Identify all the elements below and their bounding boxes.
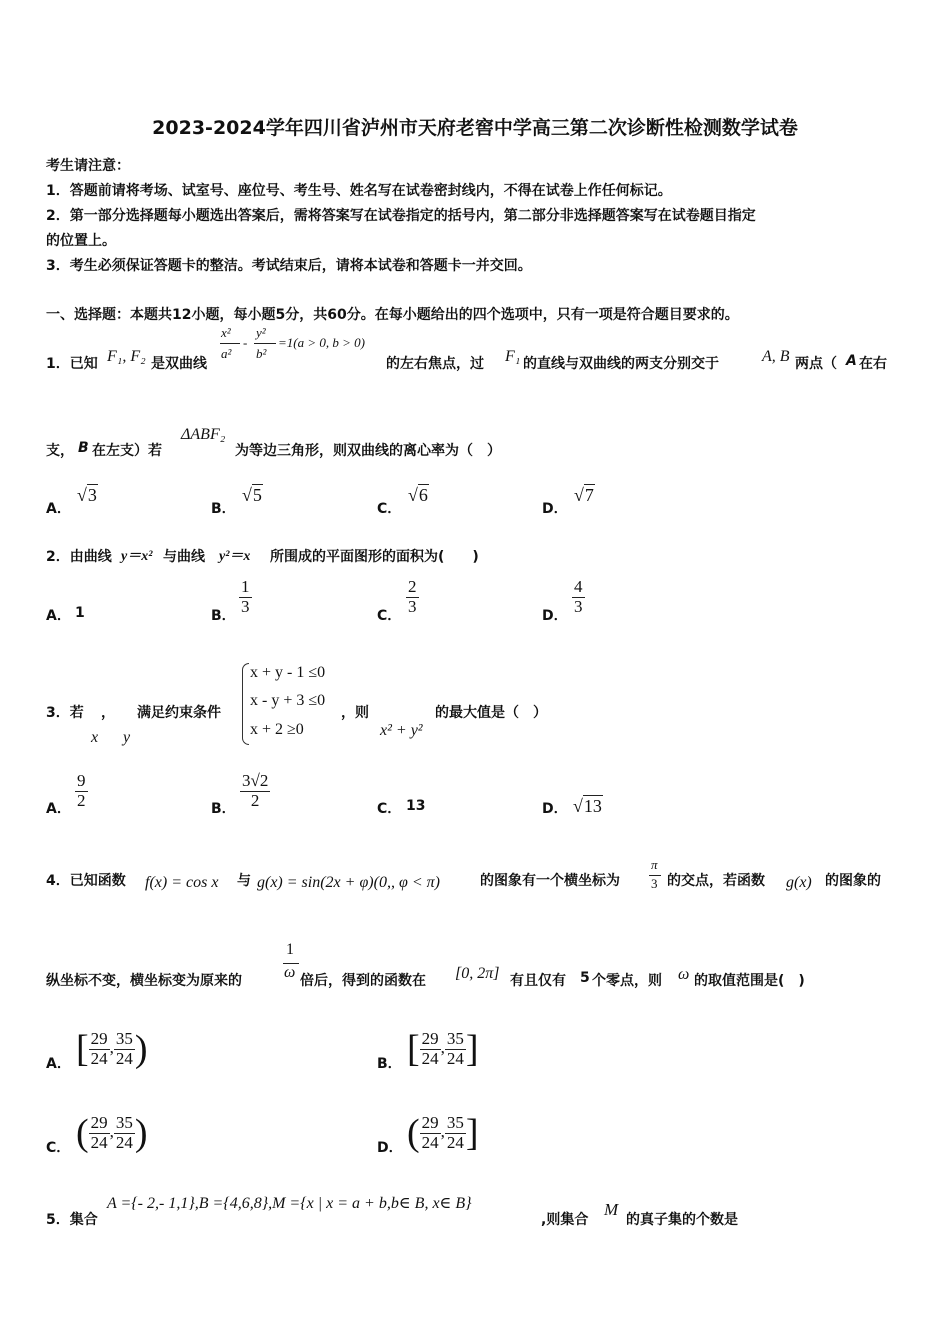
- q1-eq-rest: =1(a > 0, b > 0): [278, 335, 365, 350]
- q1-text: 1．已知: [46, 356, 98, 372]
- q3-var-y: y: [123, 729, 131, 746]
- q4-option-b-label[interactable]: B．: [377, 1056, 402, 1072]
- q5-text: ,则集合: [541, 1212, 589, 1228]
- q4-option-a-value[interactable]: [ $\frac{29}{24}$ , $\frac{35}{24}$ ): [76, 1028, 148, 1070]
- q3-option-a-label[interactable]: A．: [46, 801, 71, 817]
- q4-function-g: g(x) = sin(2x + φ)(0,, φ < π): [257, 874, 440, 891]
- q2-option-c-label[interactable]: C．: [377, 608, 402, 624]
- q4-option-a-label[interactable]: A．: [46, 1056, 71, 1072]
- q1-eq-b2: b²: [256, 346, 267, 361]
- q3-option-c-label[interactable]: C．: [377, 801, 402, 817]
- q1-option-c-label[interactable]: C．: [377, 501, 402, 517]
- q2-curve1: y＝x²: [121, 549, 153, 564]
- q2-option-b-label[interactable]: B．: [211, 608, 236, 624]
- q3-option-d-value[interactable]: √13: [573, 796, 602, 816]
- q1-eq-y2: y²: [256, 325, 266, 340]
- q1-option-a-value[interactable]: √3: [77, 485, 97, 505]
- page-title: 2023-2024学年四川省泸州市天府老窖中学高三第二次诊断性检测数学试卷: [152, 117, 798, 139]
- q4-option-c-value[interactable]: ( $\frac{29}{24}$ , $\frac{35}{24}$ ): [76, 1112, 148, 1154]
- q3-option-d-label[interactable]: D．: [542, 801, 568, 817]
- q1-ab: A, B: [762, 348, 790, 365]
- q5-m: M: [604, 1200, 619, 1219]
- q4-text: 4．已知函数: [46, 873, 126, 889]
- q1-triangle: ΔABF₂: [181, 426, 226, 443]
- q3-text: 的最大值是（ ）: [435, 705, 547, 721]
- q3-constraint: x + y - 1 ≤0: [250, 664, 326, 681]
- q1-f1f2: F₁, F₂: [107, 348, 146, 365]
- fraction-bar: [220, 343, 240, 344]
- q4-option-b-value[interactable]: [ $\frac{29}{24}$ , $\frac{35}{24}$ ]: [407, 1028, 479, 1070]
- q2-text: 所围成的平面图形的面积为( ): [270, 549, 479, 565]
- notice-item: 1．答题前请将考场、试室号、座位号、考生号、姓名写在试卷密封线内，不得在试卷上作任何标记。: [46, 183, 672, 199]
- q3-option-c-value[interactable]: 13: [406, 798, 426, 814]
- q4-omega: ω: [678, 966, 690, 983]
- q1-option-d-label[interactable]: D．: [542, 501, 568, 517]
- q4-five: 5: [580, 970, 590, 986]
- q4-function-f: f(x) = cos x: [145, 874, 219, 891]
- q2-option-c-value[interactable]: $\frac{2}{3}$: [408, 577, 417, 616]
- q4-option-d-value[interactable]: ( $\frac{29}{24}$ , $\frac{35}{24}$ ]: [407, 1112, 479, 1154]
- q1-text: 两点（: [795, 356, 837, 372]
- q4-three: 3: [651, 876, 658, 891]
- q4-text: 个零点，则: [592, 973, 662, 989]
- q2-option-a-label[interactable]: A．: [46, 608, 71, 624]
- q1-eq-a2: a²: [221, 346, 232, 361]
- q3-option-b-label[interactable]: B．: [211, 801, 236, 817]
- q4-pi: π: [651, 857, 658, 872]
- q5-text: 的真子集的个数是: [626, 1212, 738, 1228]
- q5-text: 5．集合: [46, 1212, 98, 1228]
- q1-text: 为等边三角形，则双曲线的离心率为（ ）: [235, 443, 501, 459]
- q5-set: A ={- 2,- 1,1},B ={4,6,8},M ={x | x = a + b,b∈ B, x∈ B}: [107, 1195, 472, 1212]
- notice-item: 的位置上。: [46, 233, 116, 249]
- q3-constraint: x - y + 3 ≤0: [250, 692, 326, 709]
- q3-option-a-value[interactable]: $\frac{9}{2}$: [77, 771, 86, 810]
- q2-text: 2．由曲线: [46, 549, 112, 565]
- q4-text: 倍后，得到的函数在: [300, 973, 426, 989]
- q4-text: 与: [237, 873, 251, 889]
- q1-eq-x2: x²: [221, 325, 231, 340]
- q1-text: 是双曲线: [151, 356, 207, 372]
- notice-item: 3．考生必须保证答题卡的整洁。考试结束后，请将本试卷和答题卡一并交回。: [46, 258, 532, 274]
- q1-option-a-label[interactable]: A．: [46, 501, 71, 517]
- q4-text: 的取值范围是( ): [694, 973, 805, 989]
- q3-constraint: x + 2 ≥0: [250, 721, 304, 738]
- q2-curve2: y²＝x: [219, 549, 251, 564]
- q1-text: 在左支）若: [92, 443, 162, 459]
- q3-option-b-value[interactable]: $\frac{3√2}{2}$: [242, 771, 269, 810]
- q4-text: 有且仅有: [510, 973, 566, 989]
- q1-eq-minus: -: [243, 335, 248, 350]
- q1-text: 支，: [46, 443, 74, 459]
- notice-item: 2．第一部分选择题每小题选出答案后，需将答案写在试卷指定的括号内，第二部分非选择题答案写在试卷题目指定: [46, 208, 756, 224]
- q1-a-letter: A: [846, 353, 857, 369]
- section-heading: 一、选择题：本题共12小题，每小题5分，共60分。在每小题给出的四个选项中，只有一项是符合题目要求的。: [46, 307, 739, 323]
- q3-text: ，则: [341, 705, 369, 721]
- q2-option-d-label[interactable]: D．: [542, 608, 568, 624]
- q4-option-d-label[interactable]: D．: [377, 1140, 403, 1156]
- q3-text: 3．若: [46, 705, 84, 721]
- q1-option-b-value[interactable]: √5: [242, 485, 262, 505]
- q1-option-c-value[interactable]: √6: [408, 485, 428, 505]
- notice-heading: 考生请注意：: [46, 158, 130, 174]
- q4-text: 的交点，若函数: [667, 873, 765, 889]
- q1-option-d-value[interactable]: √7: [574, 485, 594, 505]
- q2-text: 与曲线: [163, 549, 205, 565]
- q4-interval: [0, 2π]: [455, 965, 500, 982]
- q1-text: 在右: [859, 356, 887, 372]
- q1-b-letter: B: [78, 440, 89, 456]
- q4-gx: g(x): [786, 874, 812, 891]
- q1-f1: F₁: [505, 348, 521, 365]
- q4-text: 的图象的: [825, 873, 881, 889]
- q3-var-x: x: [91, 729, 99, 746]
- q3-text: 满足约束条件: [137, 705, 221, 721]
- q4-text: 纵坐标不变，横坐标变为原来的: [46, 973, 242, 989]
- q3-expression: x² + y²: [380, 722, 423, 739]
- q2-option-a-value[interactable]: 1: [75, 605, 85, 621]
- fraction-bar: [254, 343, 276, 344]
- constraint-brace: [242, 663, 249, 745]
- q1-text: 的直线与双曲线的两支分别交于: [523, 356, 719, 372]
- q4-omega-den: ω: [284, 964, 296, 981]
- q1-option-b-label[interactable]: B．: [211, 501, 236, 517]
- q4-option-c-label[interactable]: C．: [46, 1140, 71, 1156]
- q1-text: 的左右焦点，过: [386, 356, 484, 372]
- q4-one: 1: [286, 941, 294, 958]
- q4-text: 的图象有一个横坐标为: [480, 873, 620, 889]
- q2-option-d-value[interactable]: $\frac{4}{3}$: [574, 577, 583, 616]
- q2-option-b-value[interactable]: $\frac{1}{3}$: [241, 577, 250, 616]
- q3-text: ，: [101, 705, 115, 721]
